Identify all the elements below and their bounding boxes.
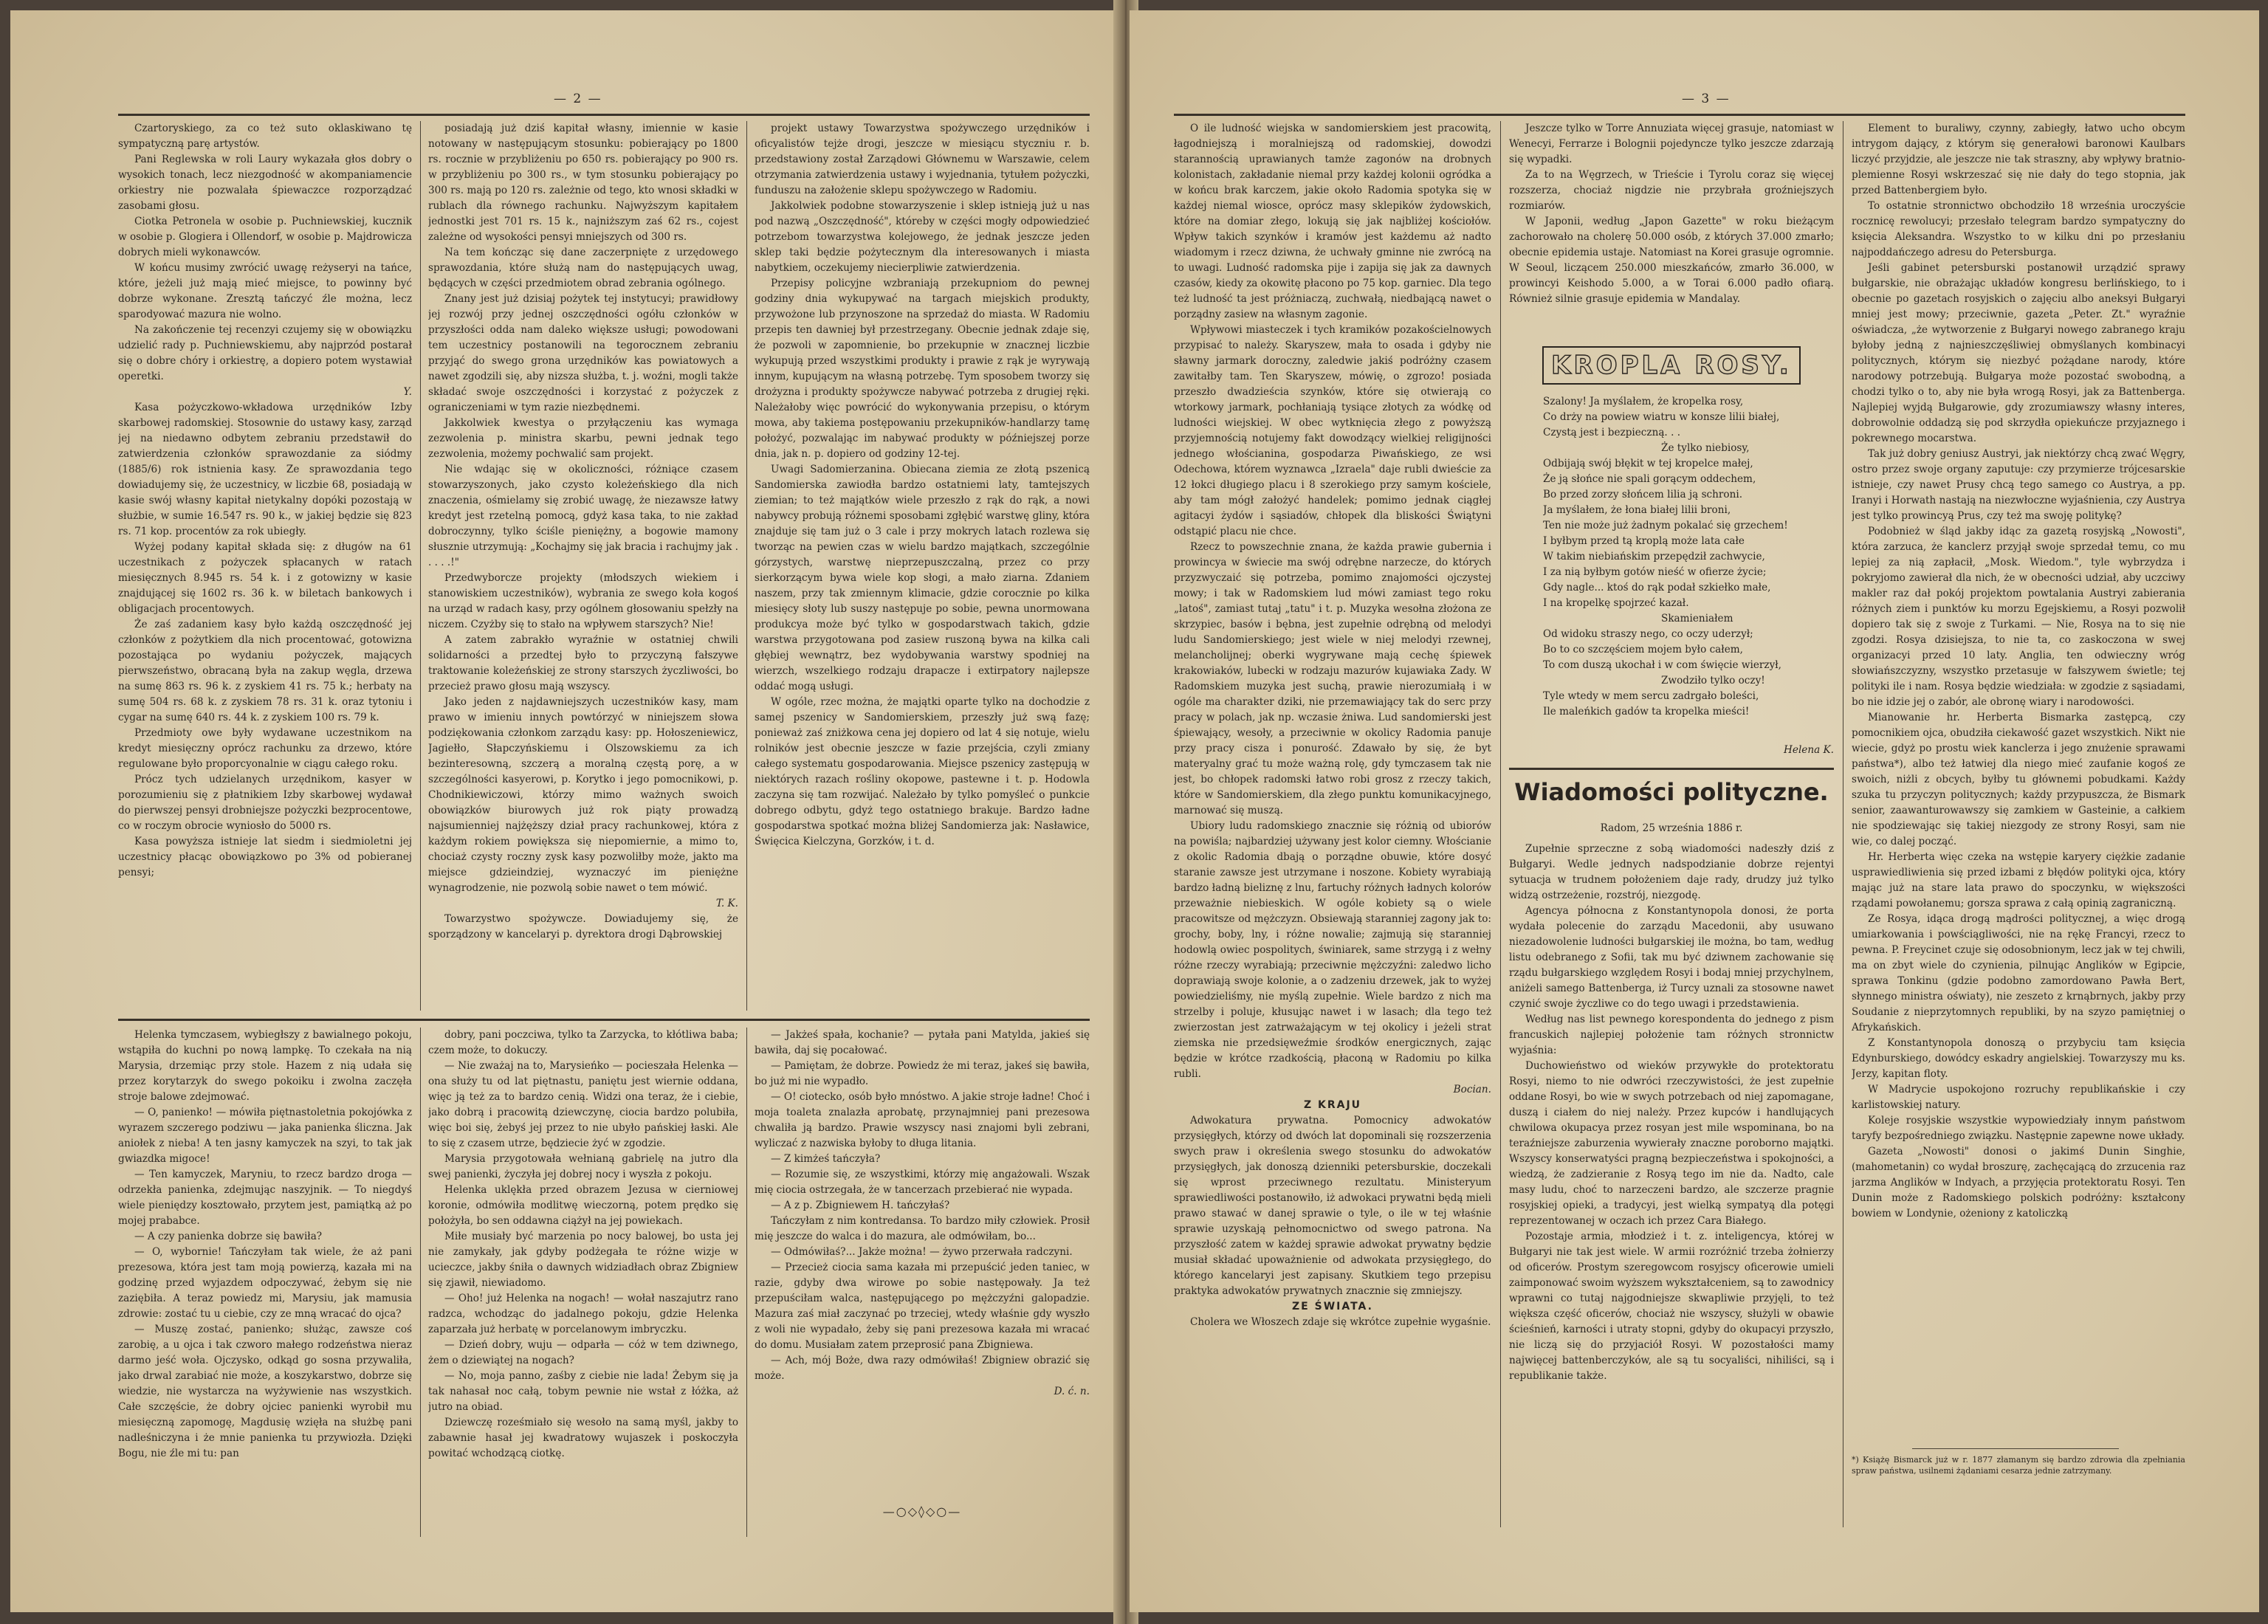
paragraph: — Odmówiłaś?... Jakże można! — żywo przerwała radczyni. [771, 1246, 1073, 1258]
column-right-1 [1174, 121, 1491, 1527]
paragraph: D. ć. n. [1054, 1386, 1090, 1397]
poem-line: I byłbym przed tą kroplą może lata całe [1543, 535, 1745, 547]
footnote-rule [1912, 1448, 2119, 1449]
paragraph: — O! ciotecko, osób było mnóstwo. A jakie stroje ładne! Choć i moja toaleta znalazła aprobatę, przynajmniej pani prezesowa chwaliła ją bardzo. Prawie wszyscy nasi znajomi byli zebrani, wyliczać z nazwiska byłoby to długa litania. [755, 1091, 1090, 1149]
paragraph: Element to buraliwy, czynny, zabiegły, łatwo ucho obcym intrygom dający, z którym się generałowi baronowi Kaulbars liczyć przyjdzie, ale jeszcze nie tak straszny, aby wpływy bratnio-plemienne Rosyi wskrzeszać się nie dały do tego stopnia, jak przed Battenbergiem było. [1852, 123, 2185, 196]
paragraph: Dziewczę roześmiało się wesoło na samą myśl, jakby to zabawnie hasał jej kwadratowy wujaszek i poskoczyła powitać wchodzącą ciotkę. [428, 1417, 738, 1459]
paragraph: — Jakżeś spała, kochanie? — pytała pani Matylda, jakieś się bawiła, daj się pocałować. [755, 1029, 1090, 1056]
paragraph: — A czy panienka dobrze się bawiła? [134, 1231, 323, 1242]
paragraph: Rzecz to powszechnie znana, że każda prawie gubernia i prowincya w świecie ma swój odrębne narzecze, do których przyzwyczaić się potrzeba, pomimo znajomości ojczystej mowy; i tak w Radomskiem lud mówi zamiast tego roku „latoś", zamiast tutaj „tatu" i t. p. Muzyka wesołna złożona ze skrzypiec, basów i bębna, jest zupełnie odrębną od melodyi ludu Sandomierskiego; jest wiele w niej melodyi rzewnej, melancholijnej; oberki wygrywane mają cechę śpiewek krakowiaków, lubecki w rodzaju mazurów kujawiaka Zady. W Radomskiem muzyka jest suchą, prawie nierozumiałą i w ogóle ma charakter dziki, nie przemawiający tak do serc przy pracy w polach, jak np. wczasie żniwa. Lud sandomierski jest śpiewający, wesoły, a przeciwnie w okolicy Radomia panuje przy pracy cisza i ponurość. Zdawało by się, że byt materyalny grać tu może ważną rolę, gdy tymczasem tak nie jest, bo chłopek radomski łatwo robi grosz z rzeczy takich, które w Sandomierskiem, dla złego punktu komunikacyjnego, marnować się muszą. [1174, 541, 1491, 816]
paragraph: Na zakończenie tej recenzyi czujemy się w obowiązku udzielić rady p. Puchniewskiemu, aby najprzód postarał się o dobre chóry i orkiestrę, a dopiero potem wystawiał operetki. [118, 324, 412, 382]
paragraph: — Przecież ciocia sama kazała mi przepuścić jeden taniec, w razie, gdyby dwa wirowe po sobie następowały. Ja też przepuściłam walca, następującego po mężczyźni galopadzie. Mazura zaś miał zaczynać po trzeciej, wtedy właśnie gdy wyszło z woli nie wypadało, żeby się pani prezesowa kazała mi wracać do domu. Musiałam zatem przeprosić pana Zbigniewa. [755, 1262, 1090, 1351]
closing-ornament: —○◇◊◇○— [882, 1504, 962, 1518]
paragraph: Adwokatura prywatna. Pomocnicy adwokatów przysięgłych, którzy od dwóch lat dopominali się rozszerzenia swych praw i określenia swego stosunku do adwokatów przysięgłych, jak donoszą dzienniki petersburskie, doczekali się wprost przeciwnego rezultatu. Ministeryum sprawiedliwości postanowiło, iż adwokaci prywatni będą mieli prawo stawać w danej sprawie o tyle, o ile w tej właśnie sprawie uzyskają pełnomocnictwo od swego patrona. Na przyszłość zatem w każdej sprawie adwokat prywatny będzie musiał składać upoważnienie od adwokata przysięgłego, do którego kancelaryi jest zapisany. Skutkiem tego przepisu praktyka adwokatów prywatnych znacznie się zmniejszy. [1174, 1115, 1491, 1297]
paragraph: Bocian. [1453, 1084, 1491, 1095]
paragraph: Ubiory ludu radomskiego znacznie się różnią od ubiorów na powiśla; najbardziej używany jest kolor ciemny. Włościanie z okolic Radomia dbają o porządne obuwie, które dosyć staranie zawsze jest utrzymane i noszone. Kobiety wyrabiają bardzo ładną bieliznę z lnu, fartuchy różnych ładnych kolorów przeważnie niebieskich. W ogóle kobiety są o wiele pracowitsze od mężczyzn. Obsiewają staranniej zagony jak to: grochy, boby, lny, i różne nowalie; zajmują się staranniej hodowlą owiec pospolitych, świniarek, same strzygą i z wełny różne rzeczy wyrabiają; przeciwnie mężczyźni: zaledwo licho doprawiają swoje kolonie, a o zadzeniu drzewek, jak to wyżej powiedzieliśmy, nie myślą zupełnie. Wiele bardzo z nich ma strzelby i poluje, kłusując nawet i w lasach; dla tego też zwierzostan jest zatrważającym w tej okolicy i jeżeli strat ziemska nie przedsięweźmie środków energicznych, zając będzie w krótce rzadkością, płaconą w Radomiu po kilka rubli. [1174, 820, 1491, 1080]
column-divider [746, 121, 747, 1011]
column-left-3-top [755, 121, 1090, 1011]
poem-line: Odbijają swój błękit w tej kropelce małej, [1543, 458, 1753, 469]
poem-line: Zwodziło tylko oczy! [1661, 675, 1765, 687]
paragraph: W Madrycie uspokojono rozruchy republikańskie i czy karlistowskiej natury. [1852, 1084, 2185, 1111]
paragraph: — O, panienko! — mówiła piętnastoletnia pokojówka z wyrazem szczerego podziwu — jaka panienka śliczna. Jak aniołek z nieba! A ten jasny kamyczek na szyi, to tak jak gwiazdka migoce! [118, 1107, 412, 1165]
column-divider [746, 1028, 747, 1537]
column-right-4 [1852, 121, 2185, 1442]
poem-line: I za nią byłbym gotów nieść w ofierze życie; [1543, 566, 1767, 578]
poem-line: Bo przed zorzy słońcem lilia ją schroni. [1543, 489, 1743, 500]
paragraph: Podobnież w śląd jakby idąc za gazetą rosyjską „Nowosti", która zarzuca, że kanclerz przyjął swoje sprzedał temu, co mu lepiej za nią zapłacił, „Mosk. Wiedom.", tyle wybrzydza i pokryjomo zawierał dla nich, że w obecności udział, aby uczciwy makler raz dał pokój projektom powtalania Austryi zabierania różnych ziem i punktów ku morzu Egejskiemu, a Rosyi pozwolił dopiero tak się z swoje z Turkami. — Nie, Rosya na to się nie zgodzi. Rosya dzisiejsza, to nie ta, co zaskoczona w swej organizacyi przed 10 laty. Anglia, ten odwieczny wróg słowiańszczyzny, wszystko przetasuje w fałszywem świetle; tej polityki ile i nam. Rosya będzie wiedziała: w zgodzie z sąsiadami, bo nie idzie jej o zabór, ale obronę wiary i narodowości. [1852, 526, 2185, 708]
paragraph: Y. [403, 386, 412, 398]
paragraph: Kasa pożyczkowo-wkładowa urzędników Izby skarbowej radomskiej. Stosownie do ustawy kasy, zarząd jej na niedawno odbytem zebraniu przedstawił do zatwierdzenia członków sprawozdanie za siódmy (1885/6) rok istnienia kasy. Ze sprawozdania tego dowiadujemy się, że uczestnicy, w liczbie 68, posiadają w kasie swój własny kapitał nietykalny dopóki pozostają w służbie, w sumie 16.547 rs. 90 k., w jakiej będzie się 823 rs. 71 kop. procentów za rok ubiegły. [118, 402, 412, 537]
footnote: *) Książę Bismarck już w r. 1877 złamanym się bardzo zdrowia dla zpełniania spraw państwa, usilnemi żądaniami cesarza jednie zatrzymany. [1852, 1455, 2185, 1476]
page-right [1130, 10, 2259, 1612]
poem-signature-wrap [1543, 743, 1834, 760]
paragraph: O ile ludność wiejska w sandomierskiem jest pracowitą, łagodniejszą i moralniejszą od radomskiej, dowodzi starannością uprawianych tamże zagonów na drobnych kolonistach, zakładanie niemal przy każdej kolonii ogródka a w końcu brak karczem, jakie około Radomia spotyka się w każdej niemal wiosce, oprócz masy sklepików żydowskich, które na domiar złego, lokują się jak najbliżej kościołów. Wpływ takich szynków i kramów jest każdemu aż nadto wiadomym i rzecz dziwna, że uchwały gminne nie zwrócą na to uwagi. Ludność radomska pije i zapija się jak za dawnych czasów, kiedy za okowitę płacono po 75 kop. garniec. Dla tego też ludność ta jest próżniaczą, zuchwałą, niedbającą nawet o porządny zasiew na własnym zagonie. [1174, 123, 1491, 320]
header-rule-left [118, 114, 1090, 116]
paragraph: Jakkolwiek podobne stowarzyszenie i sklep istnieją już u nas pod nazwą „Oszczędność", któreby w części mogły odpowiedzieć potrzebom towarzystwa kolejowego, że jednak jeszcze jeden sklep taki będzie pożytecznym dla interesowanych i miasta nabytkiem, oczekujemy niecierpliwie zatwierdzenia. [755, 200, 1090, 274]
paragraph: — Dzień dobry, wuju — odparła — cóż w tem dziwnego, żem o dziewiątej na nogach? [428, 1339, 738, 1366]
paragraph: A zatem zabrakło wyraźnie w ostatniej chwili solidarności a przedtej było to przyczyną fałszywe traktowanie koleżeńskiej ze strony starszych życzliwości, bo przecież prawo głosu mają wszyscy. [428, 634, 738, 692]
paragraph: Znany jest już dzisiaj pożytek tej instytucyi; prawidłowy jej rozwój przy jednej oszczędności ogółu członków w przyszłości odda nam daleko większe usługi; powodowani tem uczestnicy postanowili na tegorocznem zebraniu przyjąć do swego grona urzędników kas powiatowych a nawet zgodzili się, aby nizsza służba, t. j. woźni, mogli także składać swoje oszczędności i korzystać z pożyczek z ograniczeniami w tym razie niezbędnemi. [428, 293, 738, 413]
poem-line: Tyle wtedy w mem sercu zadrgało boleści, [1543, 690, 1759, 702]
paragraph: — Muszę zostać, panienko; służąc, zawsze coś zarobię, a u ojca i tak czworo małego rodzeństwa nieraz darmo jeść woła. Ojczysko, odkąd go sosna przywaliła, jako drwal zarabiać nie może, a koszykarstwo, dobrze się wiedzie, nie wystarcza na wyżywienie nas wszystkich. Całe szczęście, że dobry ojciec panienki wyrobił mu miesięczną zapomogę, Magdusię wzięła na służbę pani nadleśniczyna i że mnie panienka tu przywiozła. Dzięki Bogu, nie źle mi tu: pan [118, 1324, 412, 1459]
poem-line: I na kropelkę spojrzeć kazał. [1543, 597, 1689, 609]
paragraph: Tańczyłam z nim kontredansa. To bardzo miły człowiek. Prosił mię jeszcze do walca i do mazura, ale odmówiłam, bo... [755, 1215, 1090, 1242]
poem-line: Ten nie może już żadnym pokalać się grzechem! [1543, 520, 1788, 531]
paragraph: Miłe musiały być marzenia po nocy balowej, bo usta jej nie zamykały, jak gdyby podżegała te różne wizje w ucieczce, jakby śniła o dawnych widziadłach obraz Zbigniew się zjawił, niewiadomo. [428, 1231, 738, 1289]
paragraph: — Ten kamyczek, Maryniu, to rzecz bardzo droga — odrzekła panienka, zdejmując naszyjnik. — To niegdyś wiele pieniędzy kosztowało, przytem jest, pamiątką aż po mojej prababce. [118, 1169, 412, 1227]
paragraph: Ciotka Petronela w osobie p. Puchniewskiej, kucznik w osobie p. Glogiera i Ollendorf, w osobie p. Majdrowicza dobrych mieli wykonawców. [118, 216, 412, 258]
paragraph: Marysia przygotowała wełnianą gabrielę na jutro dla swej panienki, życzyła jej dobrej nocy i wyszła z pokoju. [428, 1153, 738, 1180]
paragraph: T. K. [715, 898, 738, 909]
paragraph: Przedmioty owe były wydawane uczestnikom na kredyt miesięczny oprócz rachunku za drzewo, które regulowane było proporcyonalnie w ciągu całego roku. [118, 727, 412, 770]
paragraph: Że zaś zadaniem kasy było każdą oszczędność jej członków z pożytkiem dla nich procentować, gotowizna pozostająca po wydaniu pożyczek, mających pierwszeństwo, obracaną była na zakup węgla, drzewa na sumę 863 rs. 96 k. z zyskiem 41 rs. 75 k.; herbaty na sumę 504 rs. 68 k. z zyskiem 78 rs. 31 k. oraz tytoniu i cygar na sumę 640 rs. 44 k. z zyskiem 100 rs. 79 k. [118, 619, 412, 723]
paragraph: Nie wdając się w okoliczności, różniące czasem stowarzyszonych, jako czysto koleżeńskiego dla nich znaczenia, ośmielamy się zrobić uwagę, że niezawsze łatwy kredyt jest rzetelną pomocą, gdyż kasa taka, to nie zakład dobroczynny, tylko ściśle pieniężny, a bogowie mamony słusznie utrzymują: „Kochajmy się jak bracia i rachujmy jak . . . . .!" [428, 464, 738, 568]
header-rule-right [1174, 114, 2185, 116]
poem-kropla-rosy [1543, 394, 1834, 741]
paragraph: Prócz tych udzielanych urzędnikom, kasyer w porozumieniu się z płatnikiem Izby skarbowej wydawał do pierwszej pensyi drobniejsze pożyczki bezprocentowe, co w roczym obrocie wyniosło do 5000 rs. [118, 774, 412, 832]
kropla-rosy-masthead [1509, 346, 1834, 385]
paragraph: posiadają już dziś kapitał własny, imiennie w kasie notowany w następującym stosunku: pobierający po 1800 rs. rocznie w przybliżeniu po 650 rs. pobierający po 900 rs. w przybliżeniu po 300 rs., w tym stosunku pobierający po 300 rs. mają po 120 rs. zależnie od tego, kto wnosi składki w rublach dla równego rachunku. Najwyższym kapitałem jednostki jest 701 rs. 15 k., najniższym zaś 62 rs., cojest zależne od wysokości pensyi mniejszych od 300 rs. [428, 123, 738, 243]
column-left-1-bottom [118, 1028, 412, 1537]
column-left-2-bottom [428, 1028, 738, 1537]
paragraph: — Nie zważaj na to, Marysieńko — pocieszała Helenka — ona służy tu od lat piętnastu, paniętu jest wiernie oddana, więc ją też za to bardzo cenią. Widzi ona teraz, że i ciebie, jako dobrą i pracowitą dziewczynę, ciocia bardzo polubiła, więc boi się, żebyś jej przez to nie ubyło pańskiej łaski. Ale to się z czasem utrze, będziecie żyć w zgodzie. [428, 1060, 738, 1149]
paragraph: Z Konstantynopola donoszą o przybyciu tam księcia Edynburskiego, dowódcy eskadry angielskiej. Towarzyszy mu ks. Jerzy, kapitan floty. [1852, 1037, 2185, 1080]
page-left [10, 10, 1119, 1612]
paragraph: — Z kimżeś tańczyła? [771, 1153, 881, 1165]
paragraph: Uwagi Sadomierzanina. Obiecana ziemia ze złotą pszenicą Sandomierska zawiodła bardzo ostatniemi laty, tamtejszych ziemian; to też majątków wiele przeszło z rąk do rąk, a nowi nabywcy probują różnemi sposobami zgłębić warstwę gliny, która znajduje się tam już o 3 cale i przy mokrych latach rozlewa się tworząc na pewien czas w wielu bardzo majątkach, szczególnie górzystych, warstwę nieprzepuszczalną, przez co przy sierkorzącym bywa wiele kop słogi, a mało ziarna. Zdaniem naszem, przy tak zmiennym klimacie, gdzie corocznie po kilka miesięcy słoty lub suszy następuje po sobie, pewna unormowana produkcya może być tylko w gospodarstwach takich, gdzie warstwa przygotowana pod zasiew ruszoną bywa na kilka cali głębiej wewnątrz, bez wydobywania warstwy spodniej na wierzch, wszelkiego rodzaju drapacze i extirpatory najlepsze oddać mogą usługi. [755, 464, 1090, 692]
poem-line: W takim niebiańskim przepędził zachwycie, [1543, 551, 1765, 562]
paragraph: To ostatnie stronnictwo obchodziło 18 września uroczyście rocznicę rewolucyi; przesłało telegram bardzo sympatyczny do księcia Aleksandra. Wszystko to w kilku dni po przesłaniu najpoddańczego adresu do Petersburga. [1852, 200, 2185, 258]
kropla-rosy-title: KROPLA ROSY. [1542, 346, 1801, 385]
poem-line: Bo to co szczęściem mojem było całem, [1543, 644, 1743, 656]
paragraph: Pozostaje armia, młodzież i t. z. inteligencya, której w Bułgaryi nie tak jest wiele. W armii rozróżnić trzeba żołnierzy od oficerów. Prostym szeregowcom rosyjscy oficerowie umieli zaimponować swoim wyższem wykształceniem, są to zawodnicy wprawni co tutaj najgodniejsze skwapliwie przyjęli, to też większa część oficerów, chociaż nie wszyscy, służyli w obawie ścieśnień, karności i utraty stopni, gdyby do okupacyi przyszło, nie liczą się do przyjaciół Rosyi. W pozostałości mamy najwięcej battenberczyków, ale są tu socyaliści, nihiliści, są i republikanie także. [1509, 1231, 1834, 1382]
column-divider [1500, 121, 1501, 1527]
column-left-2-top [428, 121, 738, 1011]
political-news-date: Radom, 25 września 1886 r. [1600, 822, 1743, 834]
political-news-body [1509, 842, 1834, 1528]
paragraph: Cholera we Włoszech zdaje się wkrótce zupełnie wygaśnie. [1190, 1316, 1491, 1328]
paragraph: Jeszcze tylko w Torre Annuziata więcej grasuje, natomiast w Wenecyi, Ferrarze i Bolognii pojedyncze tylko jeszcze zdarzają się wypadki. [1509, 123, 1834, 165]
paragraph: — Ach, mój Boże, dwa razy odmówiłaś! Zbigniew obrazić się może. [755, 1355, 1090, 1382]
political-news-masthead [1509, 778, 1834, 806]
paragraph: — O, wybornie! Tańczyłam tak wiele, że aż pani prezesowa, która jest tam moją powierzą, kazała mi na godzinę przed wyjazdem odpoczywać, żebym się nie zaziębiła. A teraz powiedz mi, Marysiu, jak mamusia zdrowie: zostać tu u ciebie, czy ze mną wracać do ojca? [118, 1246, 412, 1320]
political-news-title: Wiadomości polityczne. [1514, 778, 1829, 806]
paragraph: Kasa powyższa istnieje lat siedm i siedmioletni jej uczestnicy płacąc obowiązkowo po 3% od pobieranej pensyi; [118, 836, 412, 878]
paragraph: projekt ustawy Towarzystwa spożywczego urzędników i oficyalistów tejże drogi, jeszcze w miesiącu styczniu r. b. przedstawiony został Zarządowi Głównemu w Warszawie, celem otrzymania zatwierdzenia ustawy i wyjednania, tytułem pożyczki, funduszu na założenie sklepu spożywczego w Radomiu. [755, 123, 1090, 196]
poem-line: Ja myślałem, że łona białej lilii broni, [1543, 504, 1731, 516]
paragraph: Zupełnie sprzeczne z sobą wiadomości nadeszły dziś z Bułgaryi. Wedle jednych nadspodzianie dobrze rejentyi sytuacja w trudnem położeniem daje rady, drudzy już tylko widzą ostrzeżenie, rozstrój, niezgodę. [1509, 843, 1834, 901]
paragraph: Wyżej podany kapitał składa się: z długów na 61 uczestnikach z pożyczek spłacanych w ratach miesięcznych 8.945 rs. 54 k. i z gotowizny w kasie znajdującej się 1602 rs. 36 k. w biletach bankowych i obligacjach procentowych. [118, 541, 412, 615]
paragraph: Ze Rosya, idąca drogą mądrości politycznej, a więc drogą umiarkowania i powściągliwości, nie na rękę Francyi, rzecz to pewna. P. Freycinet czuje się odosobnionym, lecz jak w tej chwili, ma on zbyt wiele do czynienia, pilnując Anglików w Egipcie, sprawa Tonkinu (gdzie podobno zamordowano Pawła Bert, słynnego ministra oświaty), nie zeszeto z krnąbrnych, jakby przy Soudanie z nieprzytomnych republiki, by na szyzo pamiętniej o Afrykańskich. [1852, 913, 2185, 1033]
paragraph: Wpływowi miasteczek i tych kramików pozakościelnowych przypisać to należy. Skaryszew, mała to osada i gdyby nie sławny jarmark doroczny, zaledwie jakiś podróżny czasem zawitałby tam. Ten Skaryszew, mówię, o zgrozo! posiada przeszło dwadzieścia szynków, które się otwierają co wtorkowy jarmark, pochłaniają tysiące złotych za wódkę od ludności wiejskiej. W obec wytknięcia złego z powyższą przyjemnością notujemy fakt dowodzący wielkiej religijności jednego włościanina, gospodarza Piwańskiego, ze wsi Odechowa, którem wyznawca „Izraela" daje rubli dwieście za 12 łokci długiego placu i 8 szerokiego przy samym kościele, aby tam mógł założyć handelek; pomimo jednak ciągłej agitacyi żydów i sąsiadów, chłopek dla bliskości Świątyni odstąpić placu nie chce. [1174, 324, 1491, 537]
poem-line: Czystą jest i bezpieczną. . . [1543, 427, 1681, 438]
poem-line: Że ją słońce nie spali gorącym oddechem, [1543, 473, 1756, 485]
paragraph: Tak już dobry geniusz Austryi, jak niektórzy chcą zwać Węgry, ostro przez swoje organy zaputuje: czy przymierze trójcesarskie istnieje, czy nawet Prusy chcą tego samego co Austrya, a pp. Iranyi i Horwath nastają na niezwłoczne wyjaśnienia, czy Austrya jest tylko prowincyą Prus, czy też ma swoję politykę? [1852, 448, 2185, 522]
paragraph: Towarzystwo spożywcze. Dowiadujemy się, że sporządzony w kancelaryi p. dyrektora drogi Dąbrowskiej [428, 913, 738, 940]
column-divider [420, 1028, 421, 1537]
paragraph: Według nas list pewnego korespondenta do jednego z pism francuskich najlepiej położenie tam różnych stronnictw wyjaśnia: [1509, 1014, 1834, 1056]
paragraph: ZE ŚWIATA. [1292, 1301, 1373, 1312]
poem-line: Co drży na powiew wiatru w konsze lilii białej, [1543, 411, 1780, 423]
paragraph: Jakkolwiek kwestya o przyłączeniu kas wymaga zezwolenia p. ministra skarbu, pewni jednak tego zezwolenia, możemy pochwalić sam projekt. [428, 417, 738, 460]
paragraph: Mianowanie hr. Herberta Bismarka zastępcą, czy pomocnikiem ojca, obudziła ciekawość gazet wszystkich. Nikt nie wiecie, gdyż po prostu wiek kanclerza i jego znużenie sprawami państwa*), albo też łatwiej dla niego mieć zaufanie kogoś ze swoich, niżli z obcych, byłby tu głównemi pobudkami. Każdy szuka tu przyczyn politycznych; każdy przypuszcza, że Bismark senior, zaawanturowawszy się zamkiem w Gasteinie, a całkiem nie spodziewając się takiej niezgody ze strony Rosyi, sam nie wie, co dalej począć. [1852, 712, 2185, 847]
paragraph: Koleje rosyjskie wszystkie wypowiedziały innym państwom taryfy bezpośredniego związku. Następnie zapewne nowe układy. [1852, 1115, 2185, 1142]
paragraph: Helenka tymczasem, wybiegłszy z bawialnego pokoju, wstąpiła do kuchni po nową lampkę. To czekała na nią Marysia, drzemiąc przy stole. Hazem z nią udała się przez korytarzyk do swego pokoiku i zwolna zaczęła stroje balowe zdejmować. [118, 1029, 412, 1103]
paragraph: Hr. Herberta więc czeka na wstępie karyery ciężkie zadanie usprawiedliwienia się przed izbami z błędów polityki ojca, który mając już na stare lata prawo do spoczynku, w większości rządami powołanemu; gorsza sprawa z całą opinią zagraniczną. [1852, 851, 2185, 909]
paragraph: Helenka uklękła przed obrazem Jezusa w cierniowej koronie, odmówiła modlitwę wieczorną, potem prędko się położyła, bo sen oddawna ciążył na jej powiekach. [428, 1184, 738, 1227]
paragraph: — Pamiętam, że dobrze. Powiedz że mi teraz, jakeś się bawiła, bo już mi nie wypadło. [755, 1060, 1090, 1087]
poem-signature: Helena K. [1784, 744, 1834, 756]
paragraph: dobry, pani poczciwa, tylko ta Zarzycka, to kłótliwa baba; czem może, to dokuczy. [428, 1029, 738, 1056]
paragraph: Za to na Węgrzech, w Trieście i Tyrolu coraz się więcej rozszerza, chociaż nigdzie nie przybrała groźniejszych rozmiarów. [1509, 169, 1834, 212]
paragraph: — A z p. Zbigniewem H. tańczyłaś? [771, 1200, 950, 1211]
paragraph: Jeśli gabinet petersburski postanowił urządzić sprawy bułgarskie, nie obrażając układów kongresu berlińskiego, to i obecnie po gazetach rosyjskich o zajęciu albo aneksyi Bułgaryi mniej jest mowy; przeciwnie, gazeta „Peter. Zt." wyraźnie oświadcza, „że wytworzenie z Bułgaryi nowego zabranego kraju byłoby jedną z najnieszczęśliwiej obmyślanych kombinacyi politycznych, którym się niezbyć pożądane narody, które narodowy potrzebują. Bułgarya może pozostać swobodną, a chodzi tylko o to, aby nie była wrogą Rosyi, jak za Battenberga. Najlepiej wyjdą Bułgarowie, gdy zrozumiawszy własny interes, dobrowolnie oddadzą się pod skrzydła opiekuńcze przyjaznego i pokrewnego mocarstwa. [1852, 262, 2185, 444]
poem-line: Ile maleńkich gadów ta kropelka mieści! [1543, 706, 1750, 718]
political-news-rule [1509, 768, 1834, 770]
paragraph: — Oho! już Helenka na nogach! — wołał naszajutrz rano radzca, wchodząc do jadalnego pokoju, gdzie Helenka zaparzała już herbatę w porcelanowym imbryczku. [428, 1293, 738, 1335]
page-number-left: — 2 — [554, 92, 602, 106]
poem-line: Gdy nagle... ktoś do rąk podał szkiełko małe, [1543, 582, 1771, 593]
column-divider [420, 121, 421, 1011]
column-left-1-top [118, 121, 412, 1011]
paragraph: Pani Reglewska w roli Laury wykazała głos dobry o wysokich tonach, lecz niezgodność w akompaniamencie orkiestry nie pozwalała śpiewaczce rozporządzać zasobami głosu. [118, 154, 412, 212]
column-right-2-cholera [1509, 121, 1834, 343]
paragraph: Duchowieństwo od wieków przywykłe do protektoratu Rosyi, niemo to nie odwróci rzeczywistości, że jest zupełnie oddane Rosyi, bo wie w swych potrzebach od niej zapomagane, duszą i ciałem do niej należy. Przez kupców i handlujących chwilowa okupacya przez rosyan jest mile wspominana, bo na teraźniejsze zaburzenia wywierały znaczne poroborno majątki. Wszyscy konserwatyści pragną bezpieczeństwa i spokojności, a wiedzą, że zadzieranie z Rosyą tego im nie da. Nadto, cale masy ludu, choć to narzeczeni bardzo, ale szczerze pragnie rosyjskiej opieki, a tradycyi, jest wielką sympatyą dla potęgi reprezentowanej w oczach ich przez Cara Białego. [1509, 1060, 1834, 1227]
column-left-3-bottom [755, 1028, 1090, 1500]
political-news-date-wrap [1509, 821, 1834, 839]
paragraph: — No, moja panno, zaśby z ciebie nie lada! Żebym się ja tak nahasał noc całą, tobym pewnie nie wstał z łóżka, aż jutro na obiad. [428, 1370, 738, 1413]
paragraph: Jako jeden z najdawniejszych uczestników kasy, mam prawo w imieniu innych powtórzyć w niniejszem słowa podziękowania członkom zarządu kasy: pp. Hołoszeniewicz, Jagiełło, Słapczyńskiemu i Olszowskiemu za ich bezinteresowną, szczerą a moralną częstą porę, a w szczególności kasyerowi, p. Korytko i jego pomocnikowi, p. Chodnikiewiczowi, którzy mimo ważnych swoich obowiązków biurowych już rok piąty prowadzą najsumienniej najżęższy dział pracy rachunkowej, która z każdym rokiem powiększa się niepomiernie, a mimo to, chociaż czysty roczny zysk kasy pozwoliłby może, jakto ma miejsce gdzieindziej, wyznaczyć im pieniężne wynagrodzenie, nie pozwolą sobie nawet o tem mówić. [428, 696, 738, 894]
paragraph: Na tem kończąc się dane zaczerpnięte z urzędowego sprawozdania, które służą nam do następujących uwag, będących w części przedmiotem obrad zebrania ogólnego. [428, 247, 738, 289]
paragraph: Z KRAJU [1303, 1099, 1362, 1111]
paragraph: Gazeta „Nowosti" donosi o jakimś Dunin Singhie, (mahometanin) co wydał broszurę, zachęcającą do zrzucenia raz jarzma Anglików w Indyach, a przyjęcia protektoratu Rosyi. Ten Dunin może z Radomskiego polskich podróżny: kształcony bowiem w Londynie, ożeniony z katoliczką [1852, 1146, 2185, 1219]
paragraph: W końcu musimy zwrócić uwagę reżyseryi na tańce, które, jeżeli już mają mieć miejsce, to powinny być dobrze wykonane. Zresztą tańczyć źle można, lecz sparodyować mazura nie wolno. [118, 262, 412, 320]
feuilleton-rule-left [118, 1019, 1090, 1021]
paragraph: — Rozumie się, ze wszystkimi, którzy mię angażowali. Wszak mię ciocia ostrzegała, że w tancerzach przebierać nie wypada. [755, 1169, 1090, 1196]
poem-line: Że tylko niebiosy, [1661, 442, 1750, 454]
paragraph: Przepisy policyjne wzbraniają przekupniom do pewnej godziny dnia wykupywać na targach miejskich produkty, przywożone lub przynoszone na sprzedaż do miasta. W Radomiu przepis ten dawniej był przestrzegany. Obecnie jednak zdaje się, że pozwoli w zapomnienie, bo przekupnie w znacznej liczbie wykupują przed wszystkimi produkty i prawie z rąk je wyrywają innym, kupującym na własną potrzebę. Tym sposobem tworzy się drożyzna i produkty spożywcze nabywać potrzeba z drugiej ręki. Należałoby więc powrócić do wykonywania przepisu, o którym mowa, aby takiema postępowaniu przekupników-handlarzy tamę położyć, pozwalając im nabywać produkty w późniejszej porze dnia, jak n. p. dopiero od godziny 12-tej. [755, 278, 1090, 460]
paragraph: W ogóle, rzec można, że majątki oparte tylko na dochodzie z samej pszenicy w Sandomierskiem, przeszły już swą fazę; ponieważ zaś zniżkowa cena jej dopiero od lat 4 się notuje, wielu rolników jest obecnie jeszcze w fazie przejścia, czyli zmiany całego systematu gospodarowania. Miejsce pszenicy zastępują w niektórych razach rośliny okopowe, pastewne i t. p. Hodowla zaczyna się tam rozwijać. Należało by tylko pomyśleć o punkcie dobrego odbytu, gdyż tego ostatniego brakuje. Bardzo ładne gospodarstwa spotkać można bliżej Sandomierza jak: Nasławice, Święcica Kielczyna, Gorzków, i t. d. [755, 696, 1090, 847]
paragraph: Przedwyborcze projekty (młodszych wiekiem i stanowiskiem uczestników), wybrania ze swego koła kogoś na urząd w radach kasy, przy ogólnem głosowaniu spełzły na niczem. Czyżby się to stało na wpływem starszych? Nie! [428, 572, 738, 630]
paragraph: Czartoryskiego, za co też suto oklaskiwano tę sympatyczną parę artystów. [118, 123, 412, 150]
page-number-right: — 3 — [1682, 92, 1731, 106]
poem-line: Szalony! Ja myślałem, że kropelka rosy, [1543, 396, 1744, 407]
poem-line: To com duszą ukochał i w com święcie wierzył, [1543, 659, 1781, 671]
poem-line: Skamieniałem [1661, 613, 1733, 625]
poem-line: Od widoku straszy nego, co oczy uderzył; [1543, 628, 1753, 640]
paragraph: Agencya północna z Konstantynopola donosi, że porta wydała polecenie do zarządu Macedonii, aby usuwano niezadowolenie ludności bułgarskiej ile można, bo tam, według listu odebranego z Sofii, tak mu być dziwnem zachowanie się rządu bułgarskiego względem Rosyi i bodaj mniej przychylnem, aniżeli samego Battenberga, iż Turcy uznali za stosowne nawet czynić swoje życzliwe co do tego uwagi i przedstawienia. [1509, 905, 1834, 1010]
paragraph: W Japonii, według „Japon Gazette" w roku bieżącym zachorowało na cholerę 50.000 osób, z których 37.000 zmarło; obecnie epidemia ustaje. Natomiast na Korei grasuje ogromnie. W Seoul, liczącem 250.000 mieszkańców, zmarło 36.000, w prowincyi Keishodo 5.000, a w Torai 6.000 padło ofiarą. Również silnie grasuje epidemia w Mandalay. [1509, 216, 1834, 305]
